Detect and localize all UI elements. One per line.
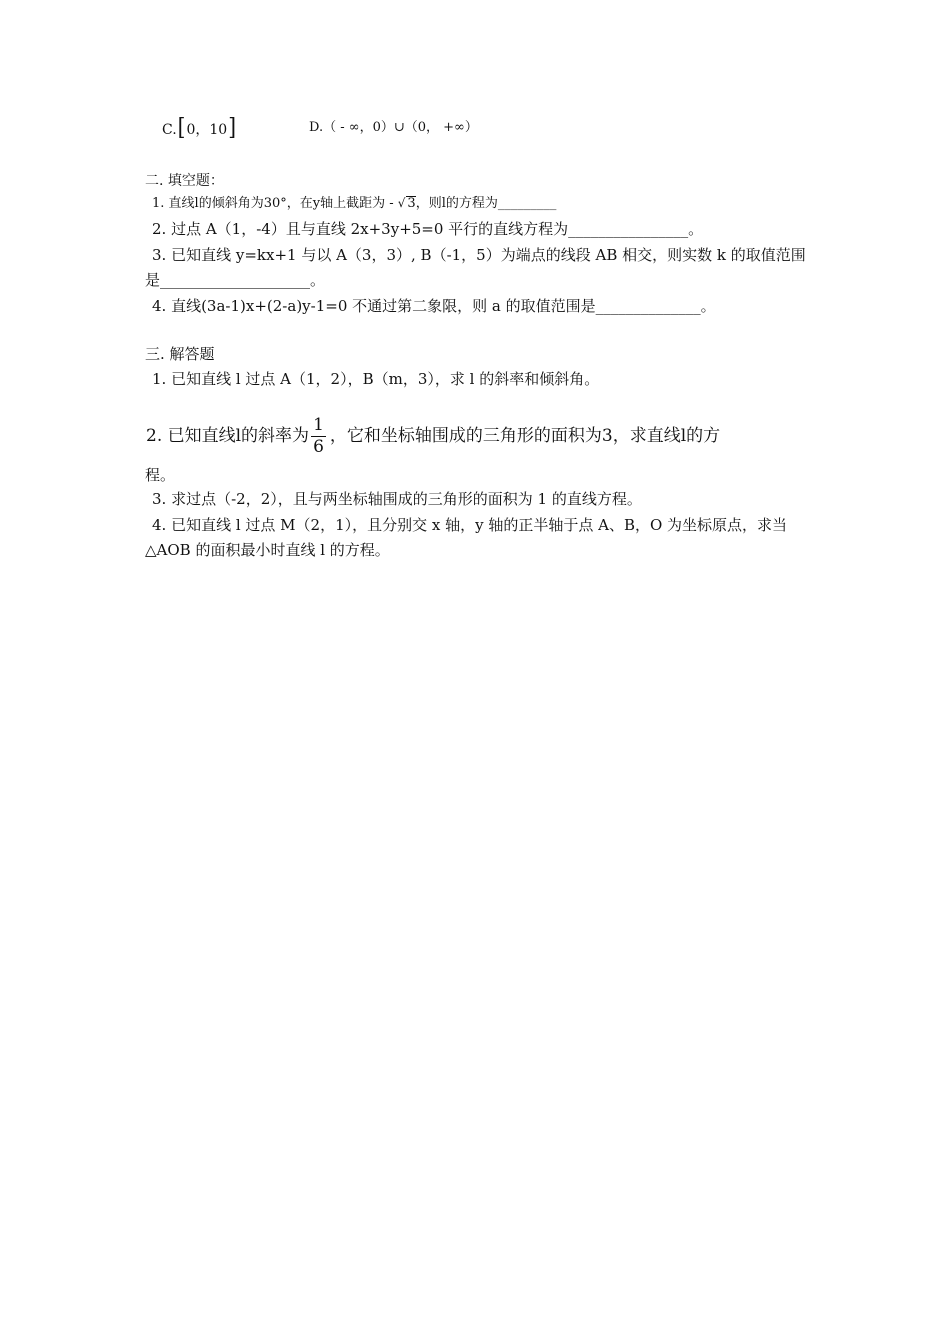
option-c <box>162 113 237 141</box>
question-2-text-b: ，它和坐标轴围成的三角形的面积为3，求直线l的方 <box>329 426 721 446</box>
option-d: D.（ - ∞，0）∪（0， +∞） <box>309 120 478 135</box>
solve-question-3: 3. 求过点（-2，2），且与两坐标轴围成的三角形的面积为 1 的直线方程。 <box>152 490 642 508</box>
fill-in-question-4: 4. 直线(3a-1)x+(2-a)y-1=0 不通过第二象限，则 a 的取值范围是______________。 <box>152 297 716 315</box>
question-1-text-a: 1. 直线l的倾斜角为30°，在y轴上截距为 - <box>152 196 398 211</box>
fill-in-heading: 二. 填空题： <box>145 173 224 189</box>
question-1-text-b: ，则l的方程为_________ <box>415 196 557 211</box>
fraction-denominator: 6 <box>313 437 324 457</box>
sqrt-radicand: 3 <box>407 196 416 211</box>
fraction-numerator: 1 <box>313 415 324 435</box>
fill-in-question-3-line-2: 是____________________。 <box>145 271 326 289</box>
sqrt-sign: √ <box>397 196 406 210</box>
slope-fraction <box>311 417 326 456</box>
solve-question-4-line-1: 4. 已知直线 l 过点 M（2，1），且分别交 x 轴，y 轴的正半轴于点 A、B，O 为坐标原点，求当 <box>152 516 788 534</box>
solve-heading: 三. 解答题 <box>145 345 215 363</box>
solve-question-4-line-2: △AOB 的面积最小时直线 l 的方程。 <box>145 541 390 559</box>
solve-question-2-line-2: 程。 <box>145 466 176 484</box>
right-bracket: ] <box>228 113 237 141</box>
left-bracket: [ <box>177 113 186 141</box>
fill-in-question-1 <box>152 193 556 214</box>
option-c-value: 0，10 <box>186 122 228 138</box>
question-2-text-a: 2. 已知直线l的斜率为 <box>146 426 310 446</box>
fill-in-question-2: 2. 过点 A（1，-4）且与直线 2x+3y+5=0 平行的直线方程为________________。 <box>152 220 704 238</box>
solve-question-1: 1. 已知直线 l 过点 A（1，2），B（m，3），求 l 的斜率和倾斜角。 <box>152 370 600 388</box>
solve-question-2 <box>146 416 720 456</box>
option-c-label: C. <box>162 122 177 138</box>
fill-in-question-3-line-1: 3. 已知直线 y=kx+1 与以 A（3，3）, B（-1，5）为端点的线段 AB 相交，则实数 k 的取值范围 <box>152 246 806 264</box>
